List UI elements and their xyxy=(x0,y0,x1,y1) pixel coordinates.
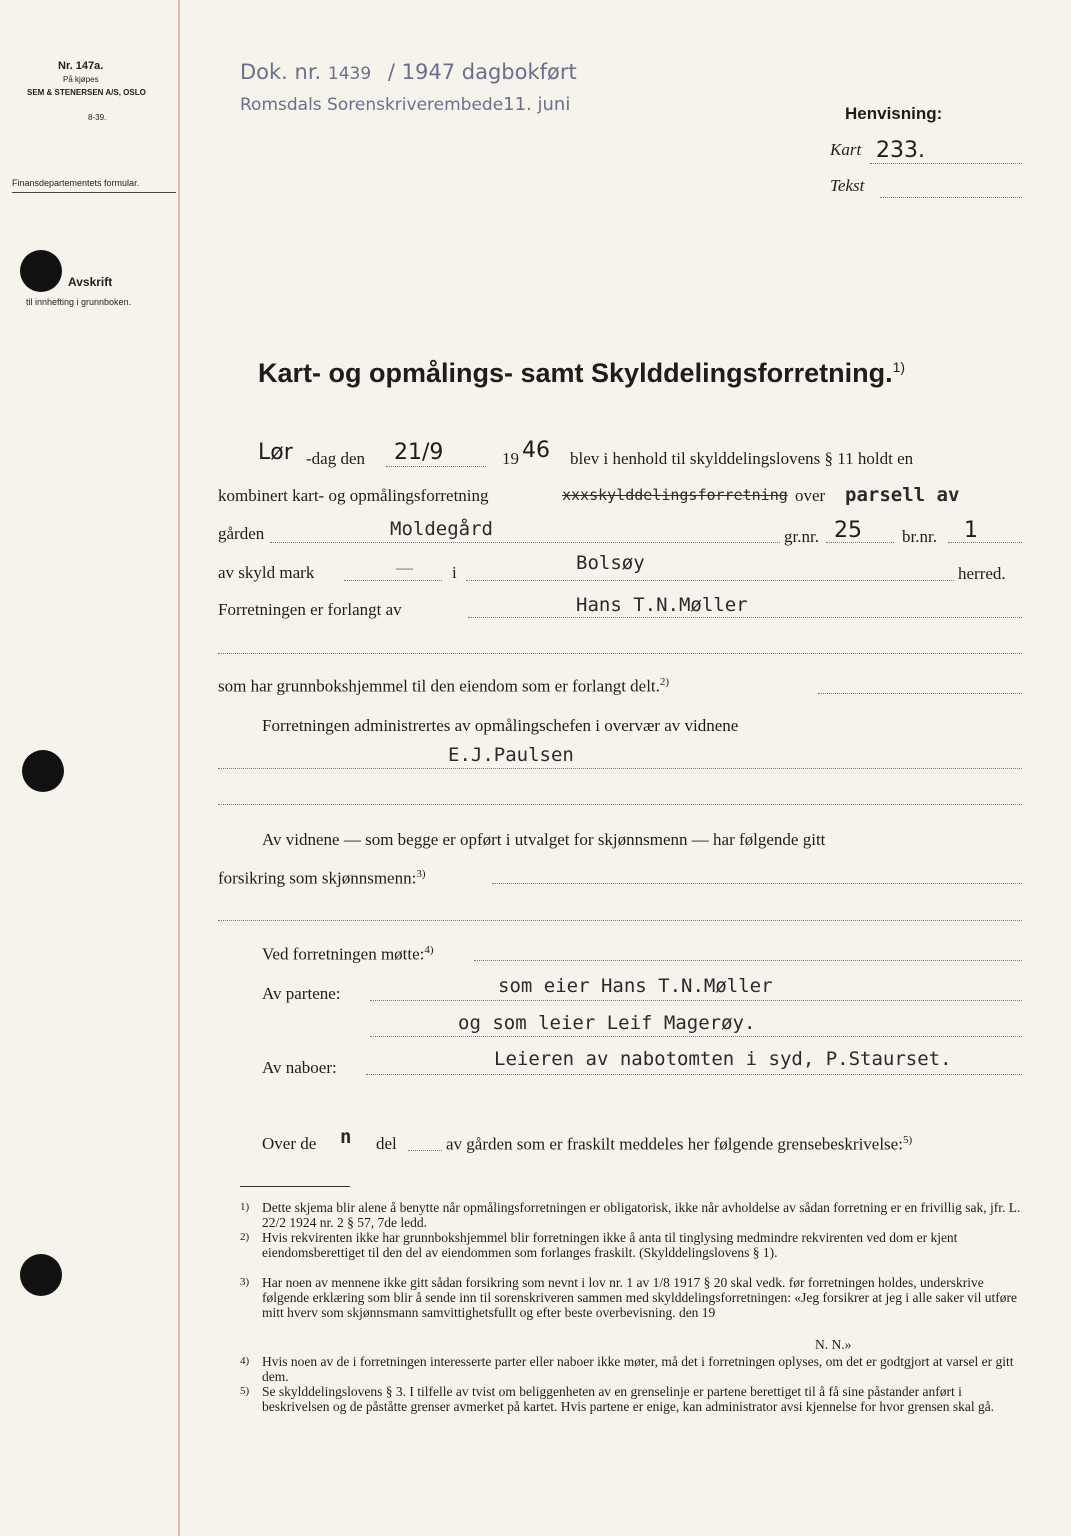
stamp-date: 11. juni xyxy=(503,94,571,115)
dotted-line xyxy=(468,617,1022,618)
dotted-line xyxy=(386,466,486,467)
punch-hole xyxy=(20,250,62,292)
garden-label: gården xyxy=(218,524,265,543)
dotted-line xyxy=(270,542,780,543)
brnr-value: 1 xyxy=(964,518,978,543)
printer-name: SEM & STENERSEN A/S, OSLO xyxy=(27,88,146,97)
skyld-label: av skyld mark xyxy=(218,563,315,582)
dotted-line xyxy=(408,1150,442,1151)
footnote: 1) Dette skjema blir alene å benytte når opmålingsforretningen er obligatorisk, ikke når avholdelse av sådan forretning er en frivillig sak, jfr. L. 22/2 1924 nr. 2 § 57, 7de ledd. xyxy=(240,1200,1021,1230)
requester: Hans T.N.Møller xyxy=(576,594,748,616)
dotted-line xyxy=(826,542,894,543)
dotted-line xyxy=(870,163,1022,164)
printer-line: På kjøpes xyxy=(63,75,99,84)
kart-value: 233. xyxy=(876,138,925,163)
over-de-label: Over de xyxy=(262,1134,317,1153)
grnr-value: 25 xyxy=(834,518,862,543)
punch-hole xyxy=(20,1254,62,1296)
del-label: del xyxy=(376,1134,397,1153)
dotted-line xyxy=(492,883,1022,884)
dotted-line xyxy=(370,1036,1022,1037)
tekst-label: Tekst xyxy=(830,176,865,195)
dotted-line xyxy=(218,920,1022,921)
dotted-line xyxy=(818,693,1022,694)
admin-text: Forretningen administrertes av opmålingschefen i overvær av vidnene xyxy=(262,716,739,735)
avskrift-label: Avskrift xyxy=(68,275,113,289)
grnr-label: gr.nr. xyxy=(784,527,819,546)
dotted-line xyxy=(880,197,1022,198)
partene-label: Av partene: xyxy=(262,984,341,1003)
dotted-line xyxy=(366,1074,1022,1075)
dotted-line xyxy=(344,580,442,581)
farm-name: Moldegård xyxy=(390,518,493,540)
form-origin: Finansdepartementets formular. xyxy=(12,178,140,188)
witness-name: E.J.Paulsen xyxy=(448,744,574,766)
footnote: 4) Hvis noen av de i forretningen interesserte parter eller naboer ikke møter, må det i forretningen oplyses, om det er godtgjort at varsel er gitt dem. xyxy=(240,1354,1014,1384)
del-text: av gården som er fraskilt meddeles her følgende grensebeskrivelse:$^{5)}$ xyxy=(446,1134,913,1154)
vidner-text-2: forsikring som skjønnsmenn:$^{3)}$ xyxy=(218,868,426,888)
doc-number: 1439 xyxy=(327,64,372,84)
forlangt-label: Forretningen er forlangt av xyxy=(218,600,402,619)
stamp-office: Romsdals Sorenskriverembede xyxy=(240,95,504,115)
hjemmel-text: som har grunnbokshjemmel til den eiendom som er forlangt delt.$^{2)}$ xyxy=(218,676,670,696)
dotted-line xyxy=(466,580,954,581)
over-label: over xyxy=(795,486,826,505)
dotted-line xyxy=(370,1000,1022,1001)
dotted-line xyxy=(948,542,1022,543)
footnote-signature: N. N.» xyxy=(815,1337,852,1352)
naboer-label: Av naboer: xyxy=(262,1058,337,1077)
doc-stamp-line2 xyxy=(240,94,570,115)
line2-text: kombinert kart- og opmålingsforretning xyxy=(218,486,489,505)
parsell-value: parsell av xyxy=(845,484,960,506)
form-title: Kart- og opmålings- samt Skylddelingsforretning.$^{1)}$ xyxy=(258,358,906,388)
dotted-line xyxy=(474,960,1022,961)
stamp-year: / 1947 xyxy=(387,60,456,84)
partene-line-2: og som leier Leif Magerøy. xyxy=(458,1012,756,1034)
footnote: 2) Hvis rekvirenten ikke har grunnbokshjemmel blir forretningen ikke å anta til tinglysing medmindre rekvirenten ved dom er kjent eiendomsberettiget til den del av eiendommen som forlanges fraskilt. (Skylddelingslovens § 1). xyxy=(240,1230,958,1260)
line1-text: blev i henhold til skylddelingslovens § 11 holdt en xyxy=(570,449,914,468)
doc-stamp-line1 xyxy=(240,60,577,84)
brnr-label: br.nr. xyxy=(902,527,937,546)
punch-hole xyxy=(22,750,64,792)
date-value: 21/9 xyxy=(394,440,444,465)
herred-label: herred. xyxy=(958,564,1006,583)
stamp-suffix: dagbokført xyxy=(461,60,577,84)
dotted-line xyxy=(218,768,1022,769)
printed-date: 8-39. xyxy=(88,113,107,122)
partene-line-1: som eier Hans T.N.Møller xyxy=(498,975,773,997)
stamp-prefix: Dok. nr. xyxy=(240,60,322,84)
dotted-line xyxy=(218,653,1022,654)
footnote: 5) Se skylddelingslovens § 3. I tilfelle av tvist om beliggenheten av en grenselinje er partene berettiget til å få sine påstander anført i beskrivelsen og de påståtte grenser avmerket på kartet. Hvis partene er enige, kan administrator avsi kjennelse for hvor grensen skal gå. xyxy=(240,1384,995,1414)
avskrift-sub: til innhefting i grunnboken. xyxy=(26,297,132,307)
footnote: 3) Har noen av mennene ikke gitt sådan forsikring som nevnt i lov nr. 1 av 1/8 1917 § 20 skal vedk. før forretningen holdes, underskrive følgende erklæring som blir å sende inn til sorenskriveren sammen med skylddelingsforretningen: «Jeg forsikrer at jeg i alle saker vil utføre mitt hverv som skjønnsmann samvittighetsfullt og efter beste overbevisning. den 19 xyxy=(240,1275,1018,1320)
dotted-line xyxy=(218,804,1022,805)
margin-rule xyxy=(178,0,180,1536)
skyld-value: — xyxy=(396,558,413,577)
naboer-value: Leieren av nabotomten i syd, P.Staurset. xyxy=(494,1048,952,1070)
i-label: i xyxy=(452,563,457,582)
over-de-value: n xyxy=(340,1126,352,1148)
struck-text: xxxskylddelingsforretning xyxy=(562,486,788,504)
footnote-rule xyxy=(240,1186,350,1187)
divider xyxy=(12,192,176,193)
weekday: Lør xyxy=(258,440,293,465)
kart-label: Kart xyxy=(830,140,862,159)
vidner-text: Av vidnene — som begge er opført i utvalget for skjønnsmenn — har følgende gitt xyxy=(262,830,826,849)
motte-label: Ved forretningen møtte:$^{4)}$ xyxy=(262,944,434,964)
municipality: Bolsøy xyxy=(576,552,645,574)
henvisning-label: Henvisning: xyxy=(845,104,943,123)
form-number: Nr. 147a. xyxy=(58,60,104,72)
year-prefix: 19 xyxy=(502,449,519,468)
dag-den-label: -dag den xyxy=(306,449,366,468)
year-value: 46 xyxy=(522,438,550,463)
